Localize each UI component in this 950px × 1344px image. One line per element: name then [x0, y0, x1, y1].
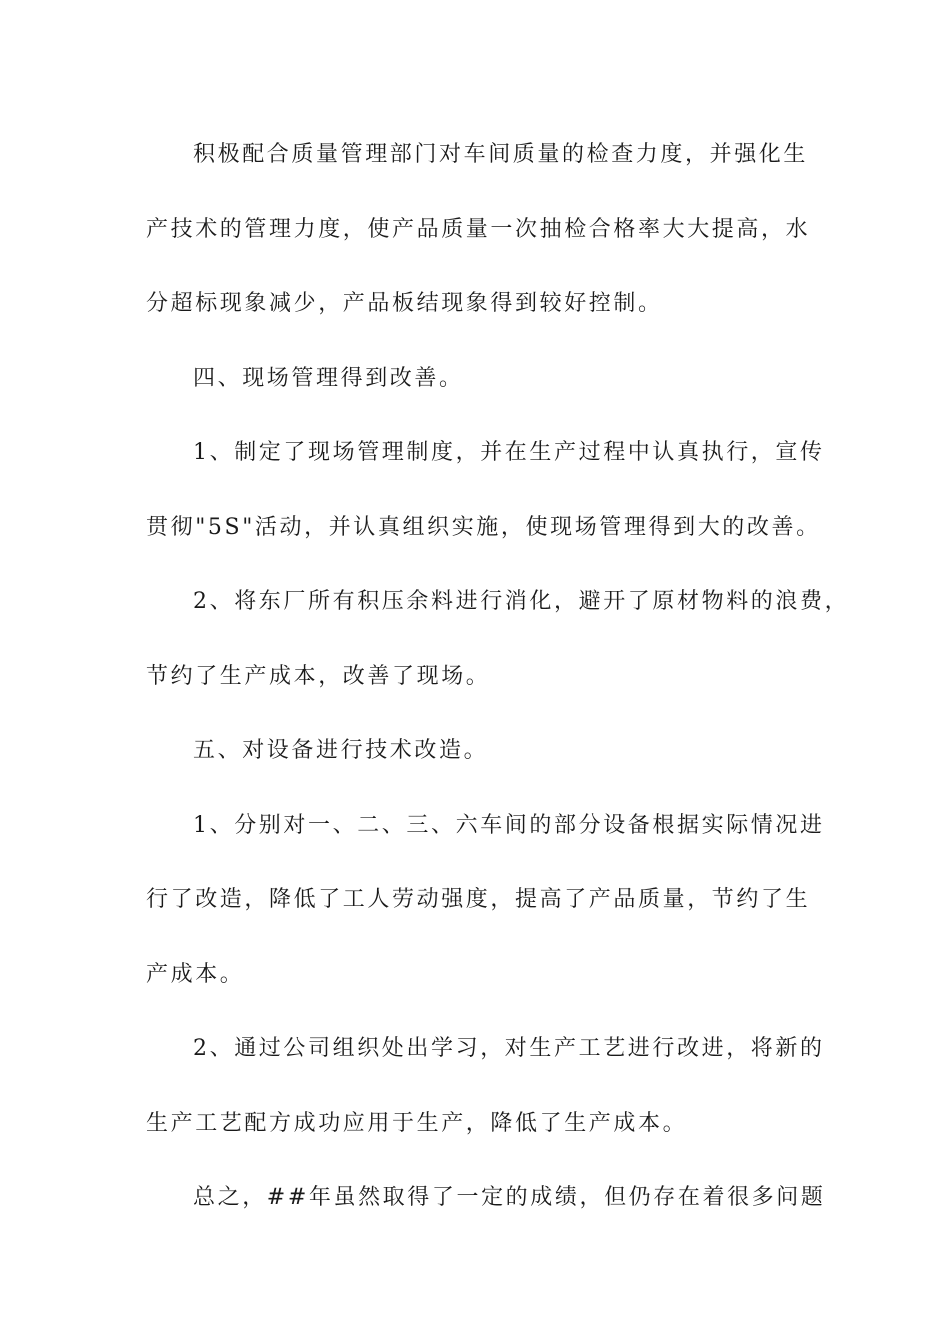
text-line: 1、分别对一、二、三、六车间的部分设备根据实际情况进	[193, 812, 825, 838]
document-body	[146, 118, 850, 1236]
text-line: 2、将东厂所有积压余料进行消化，避开了原材物料的浪费，	[193, 589, 850, 614]
section-heading: 五、对设备进行技术改造。	[193, 738, 489, 763]
text-line: 贯彻"5S"活动，并认真组织实施，使现场管理得到大的改善。	[146, 514, 821, 540]
section-heading: 四、现场管理得到改善。	[193, 365, 464, 391]
text-line: 2、通过公司组织处出学习，对生产工艺进行改进，将新的	[193, 1036, 825, 1061]
text-line: 分超标现象减少，产品板结现象得到较好控制。	[146, 291, 663, 316]
text-line: 节约了生产成本，改善了现场。	[146, 663, 491, 689]
text-line: 生产工艺配方成功应用于生产，降低了生产成本。	[146, 1110, 688, 1136]
text-line: 1、制定了现场管理制度，并在生产过程中认真执行，宣传	[193, 440, 825, 465]
text-line: 总之，##年虽然取得了一定的成绩，但仍存在着很多问题	[193, 1185, 826, 1210]
text-line: 积极配合质量管理部门对车间质量的检查力度，并强化生	[193, 142, 809, 167]
text-line: 产技术的管理力度，使产品质量一次抽检合格率大大提高，水	[146, 216, 811, 242]
text-line: 行了改造，降低了工人劳动强度，提高了产品质量，节约了生	[146, 887, 811, 912]
text-line: 产成本。	[146, 961, 245, 987]
